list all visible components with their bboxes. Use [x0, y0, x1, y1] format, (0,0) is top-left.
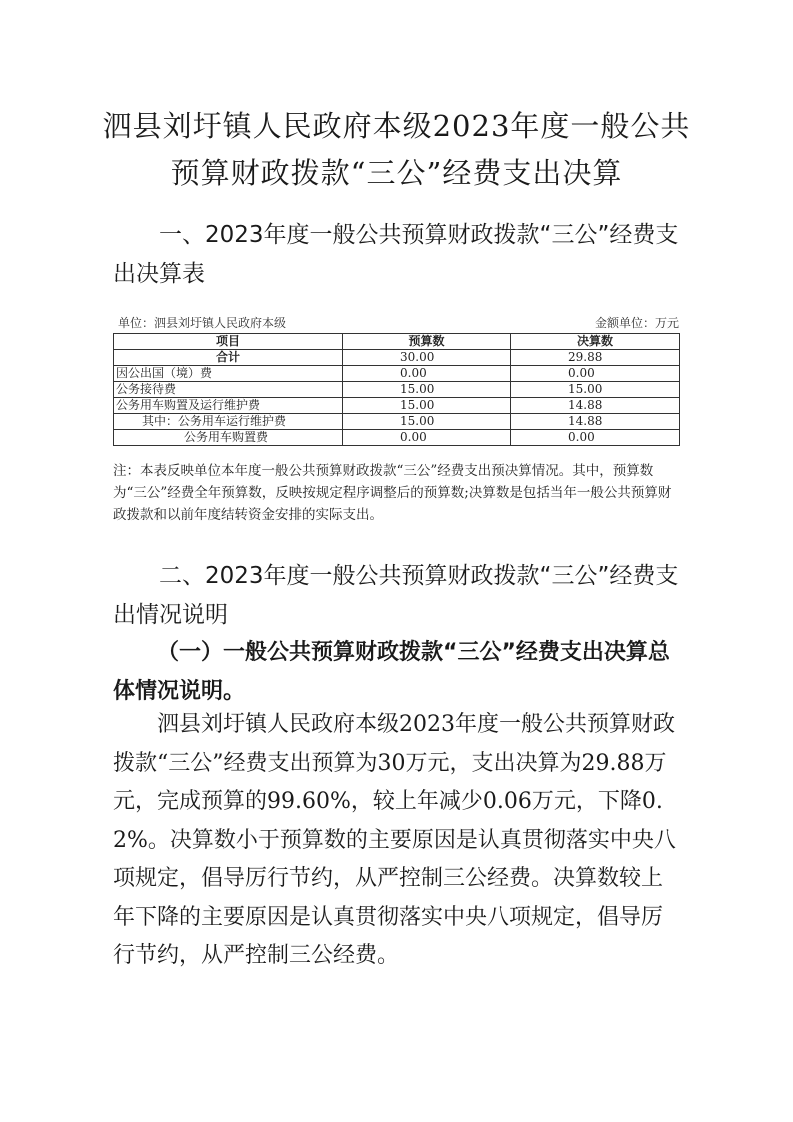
row-budget: 15.00	[343, 382, 511, 398]
table-row-total	[114, 350, 680, 366]
row-budget: 30.00	[343, 350, 511, 366]
section-1-heading: 一、2023年度一般公共预算财政拨款“三公”经费支出决算表	[113, 222, 679, 287]
row-budget: 0.00	[343, 430, 511, 446]
row-budget: 15.00	[343, 398, 511, 414]
row-name: 公务接待费	[114, 382, 343, 398]
header-item: 项目	[114, 334, 343, 350]
section-2-paragraph: 泗县刘圩镇人民政府本级2023年度一般公共预算财政拨款“三公”经费支出预算为30万元，支出决算为29.88万元，完成预算的99.60%，较上年减少0.06万元，下降0.2%。决算数小于预算数的主要原因是认真贯彻落实中央八项规定，倡导厉行节约，从严控制三公经费。决算数较上年下降的主要原因是认真贯彻落实中央八项规定，倡导厉行节约，从严控制三公经费。	[113, 712, 676, 968]
header-budget: 预算数	[343, 334, 511, 350]
header-final: 决算数	[511, 334, 680, 350]
row-name: 因公出国（境）费	[114, 366, 343, 382]
table-row	[114, 366, 680, 382]
row-name: 公务用车购置及运行维护费	[114, 398, 343, 414]
row-name: 其中：公务用车运行维护费	[114, 414, 343, 430]
row-name: 公务用车购置费	[114, 430, 343, 446]
document-title: 泗县刘圩镇人民政府本级2023年度一般公共预算财政拨款“三公”经费支出决算	[102, 109, 691, 190]
row-final: 0.00	[511, 366, 680, 382]
table-row	[114, 398, 680, 414]
table-row	[114, 430, 680, 446]
row-final: 29.88	[511, 350, 680, 366]
row-name: 合计	[114, 350, 343, 366]
row-budget: 15.00	[343, 414, 511, 430]
row-final: 15.00	[511, 382, 680, 398]
unit-label: 单位：泗县刘圩镇人民政府本级	[118, 316, 287, 330]
amount-unit-label: 金额单位：万元	[594, 316, 679, 330]
row-final: 0.00	[511, 430, 680, 446]
section-2-subheading: （一）一般公共预算财政拨款“三公”经费支出决算总体情况说明。	[113, 640, 670, 704]
row-final: 14.88	[511, 398, 680, 414]
section-2-heading: 二、2023年度一般公共预算财政拨款“三公”经费支出情况说明	[113, 563, 679, 628]
table-note: 注：本表反映单位本年度一般公共预算财政拨款“三公”经费支出预决算情况。其中，预算数为“三公”经费全年预算数，反映按规定程序调整后的预算数;决算数是包括当年一般公共预算财政拨款和以前年度结转资金安排的实际支出。	[113, 463, 672, 523]
row-final: 14.88	[511, 414, 680, 430]
table-row	[114, 382, 680, 398]
table-row	[114, 414, 680, 430]
three-public-expense-table	[113, 333, 680, 446]
row-budget: 0.00	[343, 366, 511, 382]
table-header-row	[114, 334, 680, 350]
